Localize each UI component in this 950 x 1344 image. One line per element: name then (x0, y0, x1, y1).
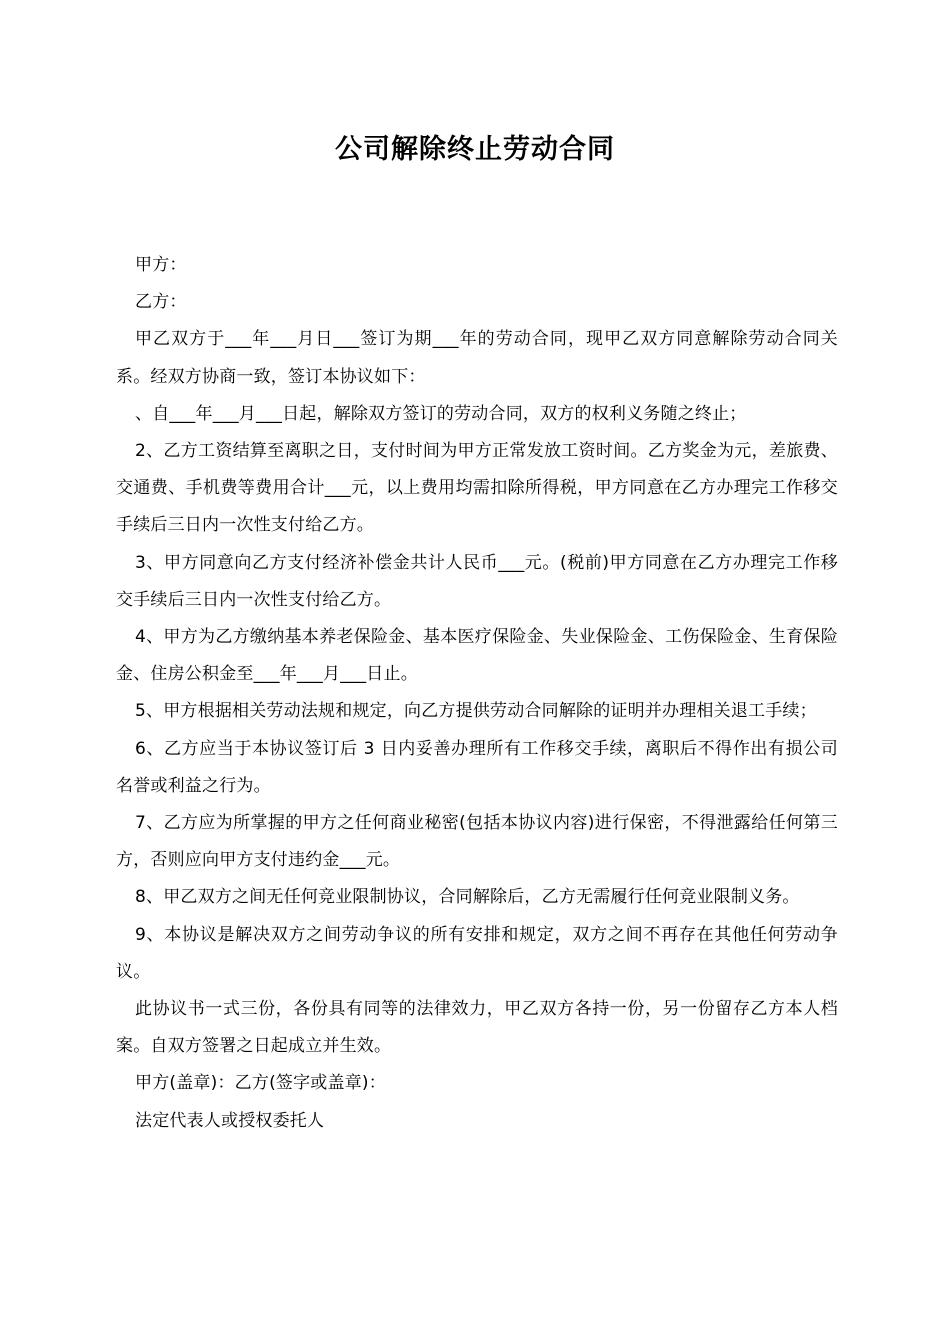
clause-7: 7、乙方应为所掌握的甲方之任何商业秘密(包括本协议内容)进行保密，不得泄露给任何第三方，否则应向甲方支付违约金___元。 (116, 813, 838, 871)
party-b-line: 乙方： (135, 292, 187, 313)
intro-paragraph: 甲乙双方于___年___月日___签订为期___年的劳动合同，现甲乙双方同意解除劳动合同关系。经双方协商一致，签订本协议如下： (116, 329, 838, 387)
document-body (116, 247, 838, 1140)
document-title: 公司解除终止劳动合同 (335, 134, 615, 165)
clause-8: 8、甲乙双方之间无任何竞业限制协议，合同解除后，乙方无需履行任何竞业限制义务。 (135, 887, 800, 908)
clause-6: 6、乙方应当于本协议签订后 3 日内妥善办理所有工作移交手续，离职后不得作出有损公司名誉或利益之行为。 (116, 738, 838, 796)
clause-9: 9、本协议是解决双方之间劳动争议的所有安排和规定，双方之间不再存在其他任何劳动争议。 (116, 924, 838, 982)
clause-3: 3、甲方同意向乙方支付经济补偿金共计人民币___元。(税前)甲方同意在乙方办理完工作移交手续后三日内一次性支付给乙方。 (116, 552, 838, 610)
signature-line: 甲方(盖章)：乙方(签字或盖章)： (135, 1073, 386, 1094)
closing-paragraph: 此协议书一式三份，各份具有同等的法律效力，甲乙双方各持一份，另一份留存乙方本人档案。自双方签署之日起成立并生效。 (116, 999, 838, 1057)
clause-4: 4、甲方为乙方缴纳基本养老保险金、基本医疗保险金、失业保险金、工伤保险金、生育保险金、住房公积金至___年___月___日止。 (116, 627, 838, 685)
clause-5: 5、甲方根据相关劳动法规和规定，向乙方提供劳动合同解除的证明并办理相关退工手续； (135, 701, 817, 722)
representative-line: 法定代表人或授权委托人 (135, 1110, 325, 1131)
party-a-line: 甲方： (135, 255, 187, 275)
clause-2: 2、乙方工资结算至离职之日，支付时间为甲方正常发放工资时间。乙方奖金为元，差旅费、交通费、手机费等费用合计___元，以上费用均需扣除所得税，甲方同意在乙方办理完工作移交手续后三日内一次性支付给乙方。 (116, 441, 838, 536)
clause-1: 、自___年___月___日起，解除双方签订的劳动合同，双方的权利义务随之终止； (135, 403, 747, 424)
